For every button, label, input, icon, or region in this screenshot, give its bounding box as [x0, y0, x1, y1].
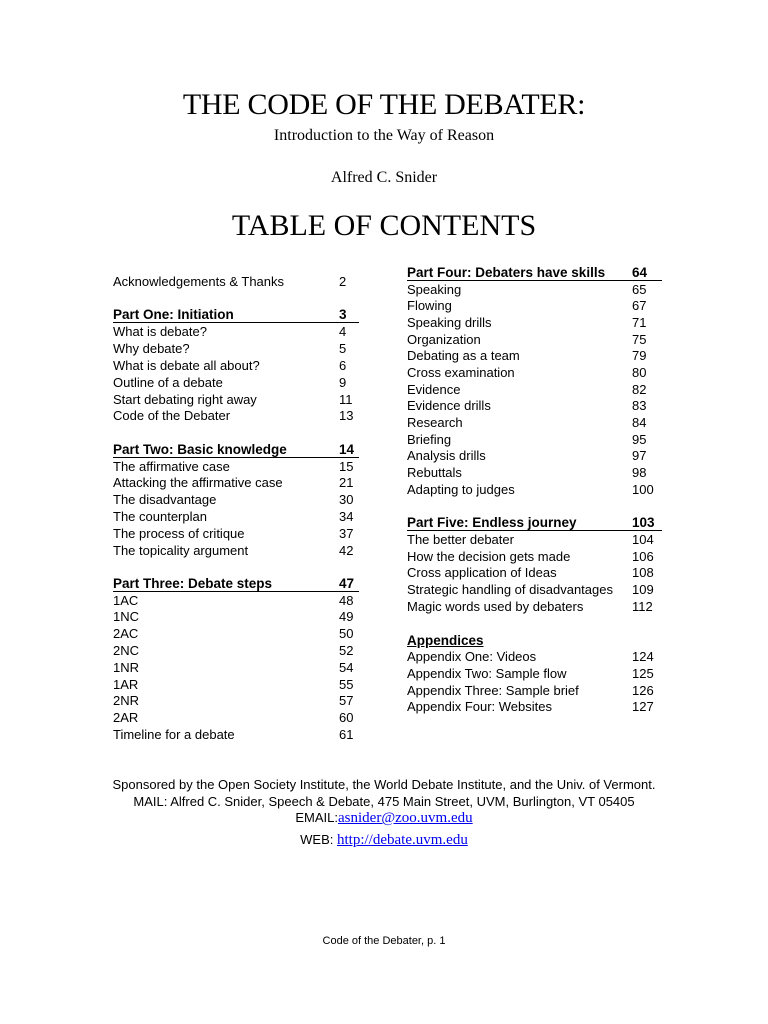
- toc-entry: 1NR 54: [113, 660, 354, 675]
- toc-part-four-heading: Part Four: Debaters have skills 64: [407, 264, 662, 281]
- toc-entry: The process of critique 37: [113, 526, 354, 541]
- toc-entry: Appendix Three: Sample brief 126: [407, 683, 654, 698]
- toc-entry: Appendix Two: Sample flow 125: [407, 666, 654, 681]
- toc-entry: The affirmative case 15: [113, 459, 354, 474]
- toc-entry: Start debating right away 11: [113, 392, 353, 407]
- mail-line: MAIL: Alfred C. Snider, Speech & Debate, 475 Main Street, UVM, Burlington, VT 05405: [133, 794, 635, 809]
- toc-entry: 1NC 49: [113, 609, 354, 624]
- toc-entry: How the decision gets made 106: [407, 549, 654, 564]
- toc-part-two-heading: Part Two: Basic knowledge 14: [113, 441, 359, 458]
- toc-entry: Code of the Debater 13: [113, 408, 354, 423]
- toc-entry: What is debate all about? 6: [113, 358, 347, 373]
- toc-heading: TABLE OF CONTENTS: [231, 209, 537, 242]
- toc-entry: What is debate? 4: [113, 324, 347, 339]
- toc-entry: Appendix Four: Websites 127: [407, 699, 654, 714]
- toc-entry: Attacking the affirmative case 21: [113, 475, 354, 490]
- email-line: [0, 810, 768, 827]
- web-label: WEB:: [300, 832, 334, 847]
- toc-entry: Analysis drills 97: [407, 448, 647, 463]
- web-link[interactable]: http://debate.uvm.edu: [337, 832, 468, 848]
- toc-entry: Cross examination 80: [407, 365, 647, 380]
- toc-entry: Research 84: [407, 415, 647, 430]
- toc-entry: The disadvantage 30: [113, 492, 354, 507]
- toc-entry: The counterplan 34: [113, 509, 354, 524]
- toc-entry: Speaking 65: [407, 282, 647, 297]
- toc-appendices-heading: Appendices: [407, 633, 484, 648]
- toc-entry: 2NR 57: [113, 693, 354, 708]
- doc-title: THE CODE OF THE DEBATER:: [182, 88, 586, 121]
- doc-subtitle: Introduction to the Way of Reason: [273, 127, 495, 144]
- toc-entry: Briefing 95: [407, 432, 647, 447]
- toc-entry: 1AR 55: [113, 677, 354, 692]
- toc-entry: Speaking drills 71: [407, 315, 647, 330]
- toc-entry: 1AC 48: [113, 593, 354, 608]
- toc-entry: Adapting to judges 100: [407, 482, 654, 497]
- toc-entry: 2AC 50: [113, 626, 354, 641]
- toc-entry: Flowing 67: [407, 298, 647, 313]
- email-label: EMAIL:: [295, 810, 338, 825]
- toc-entry: Evidence 82: [407, 382, 647, 397]
- toc-part-three-heading: Part Three: Debate steps 47: [113, 575, 359, 592]
- toc-entry: Debating as a team 79: [407, 348, 647, 363]
- toc-entry: Appendix One: Videos 124: [407, 649, 654, 664]
- toc-entry: Evidence drills 83: [407, 398, 647, 413]
- email-link[interactable]: asnider@zoo.uvm.edu: [338, 810, 473, 826]
- web-line: [0, 832, 768, 849]
- page-footer: Code of the Debater, p. 1: [322, 935, 446, 947]
- toc-entry: Rebuttals 98: [407, 465, 647, 480]
- sponsor-line: Sponsored by the Open Society Institute, the World Debate Institute, and the Univ. of Vermont.: [112, 777, 656, 792]
- toc-entry: Timeline for a debate 61: [113, 727, 354, 742]
- toc-entry: Outline of a debate 9: [113, 375, 347, 390]
- toc-entry: Organization 75: [407, 332, 647, 347]
- toc-entry: Cross application of Ideas 108: [407, 565, 654, 580]
- toc-entry: Magic words used by debaters 112: [407, 599, 653, 614]
- toc-entry: Why debate? 5: [113, 341, 347, 356]
- doc-author: Alfred C. Snider: [330, 169, 438, 186]
- toc-part-one-heading: Part One: Initiation 3: [113, 306, 359, 323]
- toc-entry-acknowledgements: Acknowledgements & Thanks 2: [113, 274, 347, 289]
- toc-entry: 2AR 60: [113, 710, 354, 725]
- toc-part-five-heading: Part Five: Endless journey 103: [407, 514, 662, 531]
- toc-entry: Strategic handling of disadvantages 109: [407, 582, 654, 597]
- toc-entry: The better debater 104: [407, 532, 654, 547]
- toc-entry: The topicality argument 42: [113, 543, 354, 558]
- toc-entry: 2NC 52: [113, 643, 354, 658]
